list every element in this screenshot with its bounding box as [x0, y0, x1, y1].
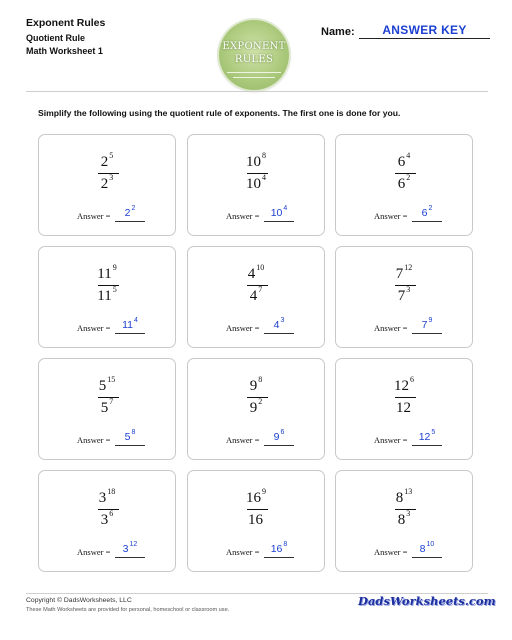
denominator-exponent: 7 [258, 285, 263, 294]
problem-card [38, 246, 176, 348]
answer-value [115, 319, 145, 331]
answer-base: 12 [418, 431, 431, 443]
answer-value [412, 431, 442, 443]
denominator-base: 3 [100, 512, 109, 528]
denominator [188, 173, 324, 193]
numerator-base: 6 [397, 154, 406, 170]
answer-underline [412, 221, 442, 222]
numerator [336, 375, 472, 395]
answer-exponent: 9 [428, 317, 433, 324]
fraction-bar [395, 397, 416, 398]
answer-underline [115, 557, 145, 558]
denominator-exponent: 3 [406, 509, 411, 518]
answer-base: 9 [273, 431, 280, 443]
problem-card [38, 470, 176, 572]
denominator-base: 4 [249, 288, 258, 304]
denominator-exponent: 7 [109, 397, 114, 406]
answer-label: Answer = [77, 547, 111, 557]
name-underline [359, 38, 490, 39]
answer-underline [412, 333, 442, 334]
numerator-exponent: 18 [107, 487, 116, 496]
instructions: Simplify the following using the quotient rule of exponents. The first one is done for you. [38, 108, 401, 118]
denominator [39, 509, 175, 529]
numerator [39, 487, 175, 507]
answer-underline [412, 557, 442, 558]
denominator-base: 12 [396, 400, 411, 416]
numerator-exponent: 15 [107, 375, 116, 384]
answer-label: Answer = [226, 547, 260, 557]
numerator [39, 375, 175, 395]
answer-base: 8 [419, 543, 426, 555]
answer-exponent: 8 [131, 429, 136, 436]
numerator-exponent: 5 [109, 151, 114, 160]
problem-card [187, 358, 325, 460]
numerator [336, 487, 472, 507]
answer-base: 7 [421, 319, 428, 331]
brand-logo: DadsWorksheets.com [358, 594, 496, 608]
denominator-exponent: 2 [406, 173, 411, 182]
answer-exponent: 2 [131, 205, 136, 212]
denominator-base: 5 [100, 400, 109, 416]
problem-card [335, 134, 473, 236]
problem-card [38, 134, 176, 236]
answer-value [264, 543, 294, 555]
answer-exponent: 4 [283, 205, 288, 212]
numerator-base: 7 [395, 266, 404, 282]
answer-label: Answer = [374, 211, 408, 221]
numerator-base: 10 [246, 154, 261, 170]
answer-exponent: 5 [431, 429, 436, 436]
problem-card [335, 470, 473, 572]
numerator-base: 2 [100, 154, 109, 170]
answer-exponent: 10 [426, 541, 435, 548]
logo-decoration [227, 72, 281, 73]
answer-label: Answer = [226, 211, 260, 221]
problem-card [187, 246, 325, 348]
numerator [39, 151, 175, 171]
numerator-exponent: 12 [404, 263, 413, 272]
answer-label: Answer = [77, 323, 111, 333]
answer-underline [264, 221, 294, 222]
answer-label: Answer = [374, 547, 408, 557]
answer-underline [412, 445, 442, 446]
denominator [39, 285, 175, 305]
numerator [188, 375, 324, 395]
answer-value [412, 319, 442, 331]
problem-card [38, 358, 176, 460]
answer-base: 16 [270, 543, 283, 555]
numerator-base: 9 [249, 378, 258, 394]
fraction-bar [247, 509, 268, 510]
name-value: ANSWER KEY [382, 23, 467, 37]
answer-label: Answer = [374, 435, 408, 445]
logo-line1: EXPONENT [222, 41, 286, 52]
usage-note: These Math Worksheets are provided for personal, homeschool or classroom use. [26, 607, 230, 613]
denominator-exponent: 6 [109, 509, 114, 518]
numerator-base: 11 [97, 266, 112, 282]
problem-card [335, 246, 473, 348]
answer-base: 4 [273, 319, 280, 331]
answer-base: 6 [421, 207, 428, 219]
denominator [336, 285, 472, 305]
numerator [188, 487, 324, 507]
copyright-text: Copyright © DadsWorksheets, LLC [26, 597, 132, 604]
denominator-exponent: 3 [406, 285, 411, 294]
denominator [39, 173, 175, 193]
answer-value [115, 543, 145, 555]
denominator-exponent: 2 [258, 397, 263, 406]
numerator-base: 5 [98, 378, 107, 394]
worksheet-subtitle: Quotient Rule [26, 33, 85, 43]
problem-card [187, 470, 325, 572]
answer-exponent: 6 [280, 429, 285, 436]
denominator-exponent: 4 [262, 173, 266, 182]
numerator [39, 263, 175, 283]
denominator-exponent: 3 [109, 173, 114, 182]
numerator-base: 4 [247, 266, 256, 282]
numerator-base: 8 [395, 490, 404, 506]
answer-exponent: 8 [283, 541, 288, 548]
denominator-base: 8 [397, 512, 406, 528]
denominator [336, 509, 472, 529]
answer-value [115, 431, 145, 443]
answer-base: 3 [122, 543, 129, 555]
exponent-rules-logo [219, 20, 289, 90]
answer-exponent: 12 [129, 541, 138, 548]
denominator-exponent: 5 [112, 285, 117, 294]
answer-value [264, 207, 294, 219]
header-divider [26, 91, 488, 92]
answer-value [412, 543, 442, 555]
answer-base: 11 [122, 319, 133, 331]
denominator-base: 16 [248, 512, 263, 528]
answer-underline [264, 557, 294, 558]
answer-label: Answer = [77, 211, 111, 221]
denominator-base: 7 [397, 288, 406, 304]
answer-underline [264, 445, 294, 446]
answer-value [115, 207, 145, 219]
numerator-base: 16 [246, 490, 261, 506]
numerator-exponent: 6 [410, 375, 414, 384]
worksheet-title: Exponent Rules [26, 17, 106, 29]
answer-underline [264, 333, 294, 334]
numerator [336, 263, 472, 283]
answer-value [412, 207, 442, 219]
numerator-exponent: 9 [112, 263, 117, 272]
answer-underline [115, 445, 145, 446]
answer-label: Answer = [77, 435, 111, 445]
numerator-exponent: 4 [406, 151, 411, 160]
answer-base: 5 [124, 431, 131, 443]
worksheet-number: Math Worksheet 1 [26, 46, 103, 56]
numerator-exponent: 9 [262, 487, 266, 496]
answer-label: Answer = [374, 323, 408, 333]
numerator-exponent: 13 [404, 487, 413, 496]
denominator-base: 6 [397, 176, 406, 192]
answer-underline [115, 221, 145, 222]
denominator-base: 10 [246, 176, 261, 192]
numerator-base: 3 [98, 490, 107, 506]
answer-label: Answer = [226, 323, 260, 333]
denominator [188, 513, 324, 529]
denominator [39, 397, 175, 417]
answer-base: 10 [270, 207, 283, 219]
answer-underline [115, 333, 145, 334]
denominator [336, 173, 472, 193]
answer-exponent: 4 [134, 317, 138, 324]
logo-decoration [233, 77, 275, 78]
numerator [188, 263, 324, 283]
answer-exponent: 2 [428, 205, 433, 212]
denominator-base: 9 [249, 400, 258, 416]
answer-exponent: 3 [280, 317, 285, 324]
problem-card [335, 358, 473, 460]
problem-card [187, 134, 325, 236]
numerator [336, 151, 472, 171]
numerator [188, 151, 324, 171]
numerator-exponent: 8 [262, 151, 266, 160]
denominator [188, 285, 324, 305]
answer-value [264, 319, 294, 331]
denominator [336, 401, 472, 417]
logo-line2: RULES [234, 54, 274, 65]
numerator-exponent: 8 [258, 375, 263, 384]
answer-label: Answer = [226, 435, 260, 445]
denominator-base: 2 [100, 176, 109, 192]
answer-base: 2 [124, 207, 131, 219]
numerator-exponent: 10 [256, 263, 265, 272]
numerator-base: 12 [394, 378, 409, 394]
name-label: Name: [321, 26, 355, 38]
answer-value [264, 431, 294, 443]
denominator [188, 397, 324, 417]
denominator-base: 11 [97, 288, 112, 304]
